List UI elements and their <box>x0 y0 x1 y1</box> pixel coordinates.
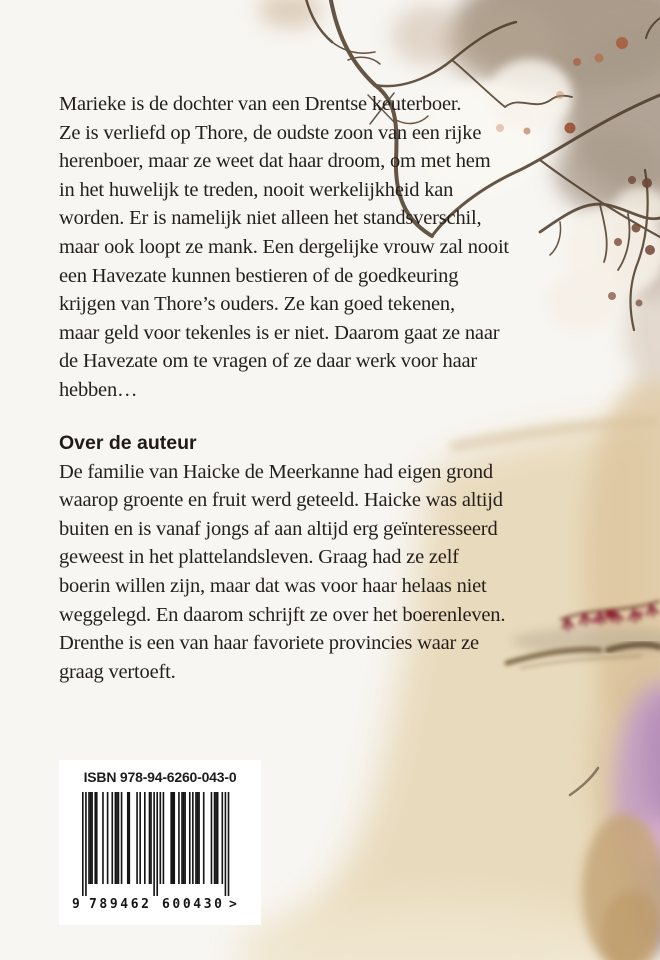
synopsis-line: Marieke is de dochter van een Drentse keuterboer. <box>59 93 462 115</box>
synopsis-line: de Havezate om te vragen of ze daar werk voor haar <box>59 350 477 373</box>
author-line: buiten en is vanaf jongs af aan altijd erg geïnteresseerd <box>59 517 498 540</box>
synopsis-line: maar geld voor tekenles is er niet. Daarom gaat ze naar <box>59 321 500 344</box>
author-heading: Over de auteur <box>59 432 197 454</box>
barcode-trailing-char: > <box>229 897 237 912</box>
synopsis-line: Ze is verliefd op Thore, de oudste zoon van een rijke <box>59 121 482 144</box>
barcode-bars <box>82 792 229 896</box>
author-line: waarop groente en fruit werd geteeld. Haicke was altijd <box>59 489 503 512</box>
synopsis-line: krijgen van Thore’s ouders. Ze kan goed tekenen, <box>59 293 455 316</box>
synopsis-line: worden. Er is namelijk niet alleen het standsverschil, <box>59 207 482 230</box>
synopsis-line: maar ook loopt ze mank. Een dergelijke vrouw zal nooit <box>59 235 509 258</box>
synopsis-line: herenboer, maar ze weet dat haar droom, om met hem <box>59 150 491 173</box>
author-section <box>59 429 505 686</box>
author-line: graag vertoeft. <box>59 660 176 683</box>
synopsis-line: in het huwelijk te treden, nooit werkelijkheid kan <box>59 178 454 201</box>
author-line: boerin willen zijn, maar dat was voor haar helaas niet <box>59 574 487 597</box>
isbn-block <box>59 760 261 925</box>
author-line: De familie van Haicke de Meerkanne had eigen grond <box>59 460 493 483</box>
synopsis-text <box>59 90 509 405</box>
barcode-right-digits: 600430 <box>162 897 222 912</box>
synopsis-line: een Havezate kunnen bestieren of de goedkeuring <box>59 264 459 287</box>
synopsis-line: hebben… <box>59 378 138 401</box>
barcode <box>72 792 242 914</box>
barcode-left-digits: 789462 <box>89 897 149 912</box>
barcode-lead-digit: 9 <box>72 897 80 912</box>
author-line: weggelegd. En daarom schrijft ze over het boerenleven. <box>59 603 506 626</box>
author-line: geweest in het plattelandsleven. Graag had ze zelf <box>59 546 459 569</box>
isbn-label: ISBN 978-94-6260-043-0 <box>83 769 237 785</box>
author-line: Drenthe is een van haar favoriete provincies waar ze <box>59 632 479 655</box>
